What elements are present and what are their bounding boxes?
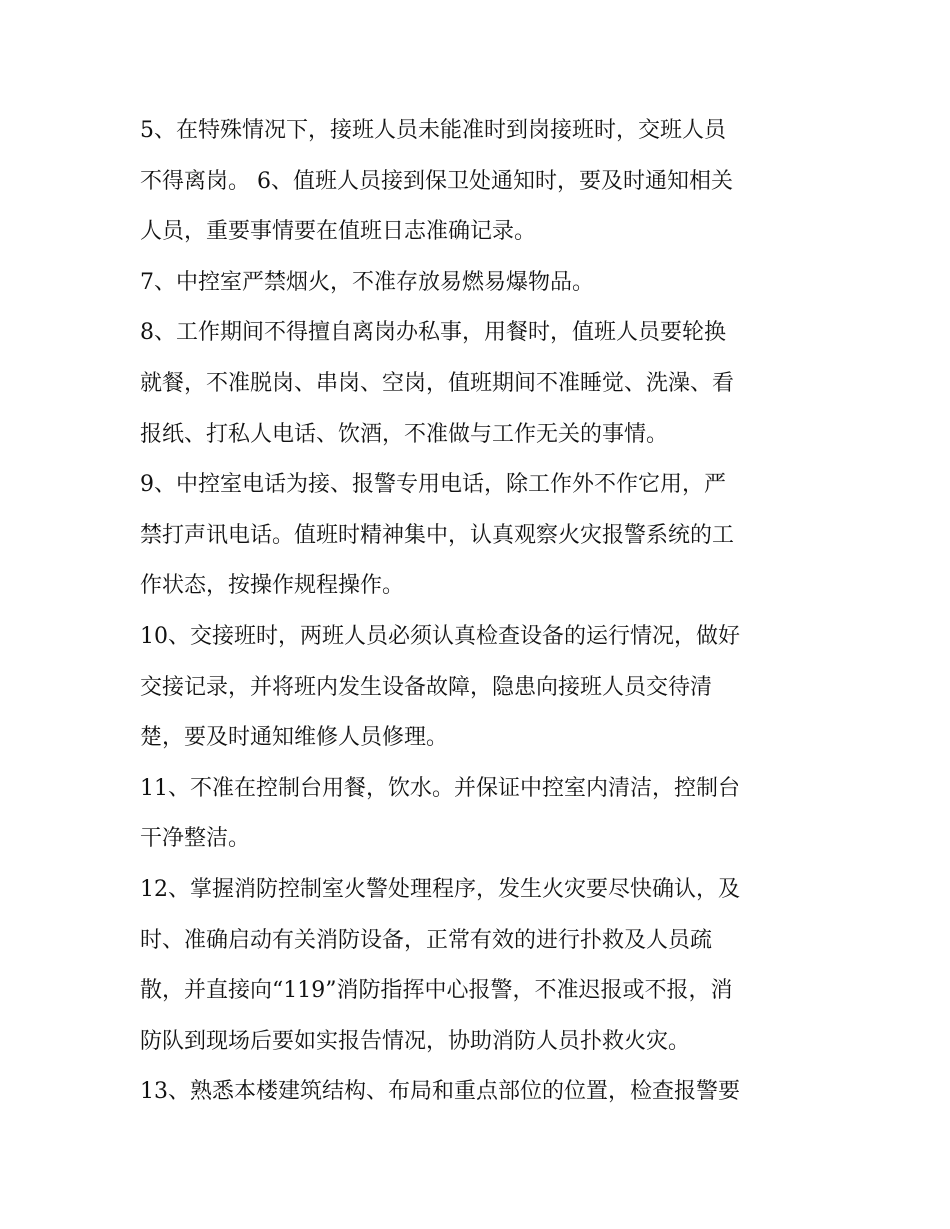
text-line: 防队到现场后要如实报告情况，协助消防人员扑救火灾。 xyxy=(140,1028,691,1054)
paragraph-item-8 xyxy=(140,308,820,460)
text-line: 交接记录，并将班内发生设备故障，隐患向接班人员交待清 xyxy=(140,674,713,700)
text-line: 9、中控室电话为接、报警专用电话，除工作外不作它用，严 xyxy=(140,472,726,498)
text-line: 13、熟悉本楼建筑结构、布局和重点部位的位置，检查报警要 xyxy=(140,1079,740,1105)
paragraph-item-7 xyxy=(140,258,820,309)
text-line: 7、中控室严禁烟火，不准存放易燃易爆物品。 xyxy=(140,269,594,295)
text-line: 楚，要及时通知维修人员修理。 xyxy=(140,725,449,751)
text-line: 禁打声讯电话。值班时精神集中，认真观察火灾报警系统的工 xyxy=(140,522,735,548)
document-page xyxy=(140,106,820,1118)
text-line: 作状态，按操作规程操作。 xyxy=(140,573,405,599)
text-line: 干净整洁。 xyxy=(140,826,251,852)
text-line: 11、不准在控制台用餐，饮水。并保证中控室内清洁，控制台 xyxy=(140,775,740,801)
paragraph-item-10 xyxy=(140,612,820,764)
text-line: 8、工作期间不得擅自离岗办私事，用餐时，值班人员要轮换 xyxy=(140,320,726,346)
paragraph-item-13 xyxy=(140,1067,820,1118)
text-line: 时、准确启动有关消防设备，正常有效的进行扑救及人员疏 xyxy=(140,927,713,953)
paragraph-item-9 xyxy=(140,460,820,612)
text-line: 散，并直接向“119”消防指挥中心报警，不准迟报或不报，消 xyxy=(140,978,733,1004)
text-line: 5、在特殊情况下，接班人员未能准时到岗接班时，交班人员 xyxy=(140,118,726,143)
paragraph-item-5-6 xyxy=(140,106,820,258)
paragraph-item-12 xyxy=(140,865,820,1067)
text-line: 报纸、打私人电话、饮酒，不准做与工作无关的事情。 xyxy=(140,421,669,447)
paragraph-item-11 xyxy=(140,764,820,865)
text-line: 不得离岗。 6、值班人员接到保卫处通知时，要及时通知相关 xyxy=(140,168,733,194)
text-line: 人员，重要事情要在值班日志准确记录。 xyxy=(140,219,537,245)
text-line: 10、交接班时，两班人员必须认真检查设备的运行情况，做好 xyxy=(140,623,740,649)
text-line: 12、掌握消防控制室火警处理程序，发生火灾要尽快确认，及 xyxy=(140,876,740,902)
text-line: 就餐，不准脱岗、串岗、空岗，值班期间不准睡觉、洗澡、看 xyxy=(140,370,735,396)
